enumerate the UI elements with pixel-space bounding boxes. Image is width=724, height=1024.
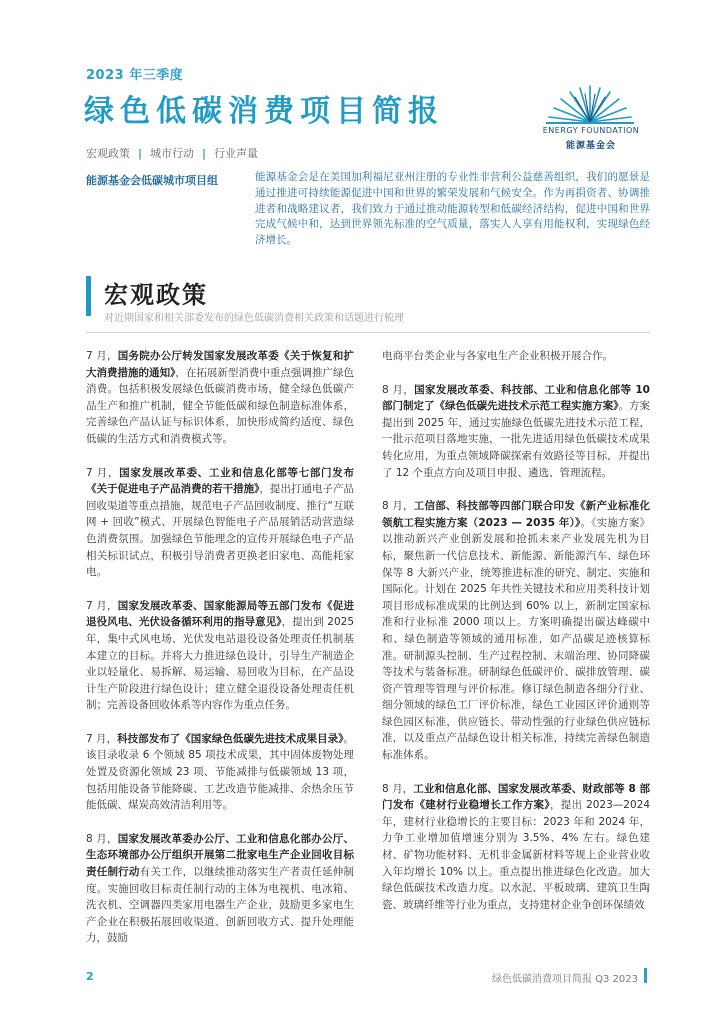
- intro-label: 能源基金会低碳城市项目组: [86, 174, 218, 187]
- footer-publication-title: 绿色低碳消费项目简报 Q3 2023: [491, 974, 638, 985]
- intro-text: 能源基金会是在美国加利福尼亚州注册的专业性非营利公益慈善组织，我们的愿景是通过推进可持续能源促进中国和世界的繁荣发展和气候安全。作为再捐资者、协调推进者和战略建议者，我们致力于通过推动能源转型和低碳经济结构，促进中国和世界完成气候中和，达到世界领先标准的空气质量，落实人人享有用能权利，实现绿色经济增长。: [255, 171, 650, 247]
- nav-separator: |: [202, 147, 207, 160]
- sunburst-icon: [528, 82, 648, 126]
- policy-paragraph: 电商平台类企业与各家电生产企业积极开展合作。: [382, 350, 613, 362]
- nav-item-industry-voice[interactable]: 行业声量: [214, 147, 259, 160]
- logo-chinese-name: 能源基金会: [565, 141, 616, 151]
- section-nav: [86, 145, 258, 161]
- right-column: [382, 348, 650, 930]
- section-subtitle: 对近期国家和相关部委发布的绿色低碳消费相关政策和话题进行梳理: [104, 313, 404, 324]
- footer-accent-bar: [644, 968, 647, 983]
- policy-paragraph: 7 月，科技部发布了《国家绿色低碳先进技术成果目录》。该目录收录 6 个领域 85 项技术成果，其中固体废物处理处置及资源化领域 23 项、节能减排与低碳领域 13 项，包括用能设备节能降碳、工艺改造节能减排、余热余压节能低碳、煤炭高效清洁利用等。: [86, 732, 354, 812]
- policy-paragraph: 8 月，工信部、科技部等四部门联合印发《新产业标准化领航工程实施方案（2023 — 2035 年）》。《实施方案》以推动新兴产业创新发展和抢抓未来产业发展先机为目标，聚焦新一代信息技术、新能源、新能源汽车、绿色环保等 8 大新兴产业，统筹推进标准的研究、制定、实施和国际化。计划在 2025 年共性关键技术和应用类科技计划项目形成标准成果的比例达到 60% 以上，新制定国家标准和行业标准 2000 项以上。方案明确提出碳达峰碳中和、绿色制造等领域的通用标准，如产品碳足迹核算标准。研制源头控制、生产过程控制、末端治理、协同降碳等技术与装备标准。研制绿色低碳评价、碳排放管理、碳资产管理等管理与评价标准。修订绿色制造各细分行业、细分领域的绿色工厂评价标准，绿色工业园区评价通则等绿色园区标准，供应链长、带动性强的行业绿色供应链标准，以及重点产品绿色设计相关标准，持续完善绿色制造标准体系。: [382, 500, 651, 762]
- nav-item-city-action[interactable]: 城市行动: [150, 147, 195, 160]
- policy-paragraph: 8 月，国家发展改革委办公厅、工业和信息化部办公厅、生态环境部办公厅组织开展第二批家电生产企业回收目标责任制行动有关工作，以继续推动落实生产者责任延伸制度。实施回收目标责任制行动的主体为电视机、电冰箱、洗衣机、空调器四类家用电器生产企业，鼓励更多家电生产企业在积极拓展回收渠道、创新回收方式、提升处理能力，鼓励: [86, 832, 355, 945]
- policy-paragraph: 7 月，国家发展改革委、国家能源局等五部门发布《促进退役风电、光伏设备循环利用的指导意见》，提出到 2025 年，集中式风电场、光伏发电站退役设备处理责任机制基本建立的目标。并将大力推进绿色设计，引导生产制造企业以轻量化、易拆解、易运输、易回收为目标，在产品设计生产阶段进行绿色设计；建立健全退役设备处理责任机制；完善设备回收体系等内容作为重点任务。: [86, 599, 355, 712]
- nav-item-macro-policy[interactable]: 宏观政策: [86, 147, 130, 160]
- section-accent-bar: [86, 276, 91, 316]
- page-number: 2: [86, 970, 94, 983]
- energy-foundation-logo: [528, 82, 648, 152]
- policy-paragraph: 8 月，国家发展改革委、科技部、工业和信息化部等 10 部门制定了《绿色低碳先进技术示范工程实施方案》。方案提出到 2025 年，通过实施绿色低碳先进技术示范工程，一批示范项目落地实施，一批先进适用绿色低碳技术成果转化应用，为重点领域降碳探索有效路径等目标，并提出了 12 个重点方向及项目申报、遴选、管理流程。: [382, 383, 651, 479]
- policy-paragraph: 7 月，国家发展改革委、工业和信息化部等七部门发布《关于促进电子产品消费的若干措施》，提出打通电子产品回收渠道等重点措施，规范电子产品回收制度、推行“互联网 + 回收”模式、开展绿色智能电子产品展销活动营造绿色消费氛围。加强绿色节能理念的宣传开展绿色电子产品相关标识试点，积极引导消费者更换老旧家电、高能耗家电。: [86, 466, 355, 579]
- left-column: [86, 348, 354, 964]
- logo-english-name: ENERGY FOUNDATION: [542, 126, 640, 135]
- policy-paragraph: 7 月，国务院办公厅转发国家发展改革委《关于恢复和扩大消费措施的通知》，在拓展新型消费中重点强调推广绿色消费。包括积极发展绿色低碳消费市场，健全绿色低碳产品生产和推广机制，健全节能低碳和绿色制造标准体系，完善绿色产品认证与标识体系，加快形成简约适度、绿色低碳的生活方式和消费模式等。: [86, 350, 355, 445]
- quarter-label: 2023 年三季度: [86, 68, 184, 83]
- main-title: 绿色低碳消费项目简报: [84, 94, 444, 129]
- section-divider: [86, 332, 650, 333]
- policy-paragraph: 8 月，工业和信息化部、国家发展改革委、财政部等 8 部门发布《建材行业稳增长工作方案》，提出 2023—2024 年，建材行业稳增长的主要目标：2023 年和 2024 年，力争工业增加值增速分别为 3.5%、4% 左右。绿色建材、矿物功能材料、无机非金属新材料等规上企业营业收入年均增长 10% 以上。重点提出推进绿色化改造。加大绿色低碳技术改造力度。以水泥、平板玻璃、建筑卫生陶瓷、玻璃纤维等行业为重点，支持建材企业争创环保绩效: [382, 782, 651, 911]
- section-title: 宏观政策: [104, 281, 208, 309]
- nav-separator: |: [138, 147, 143, 160]
